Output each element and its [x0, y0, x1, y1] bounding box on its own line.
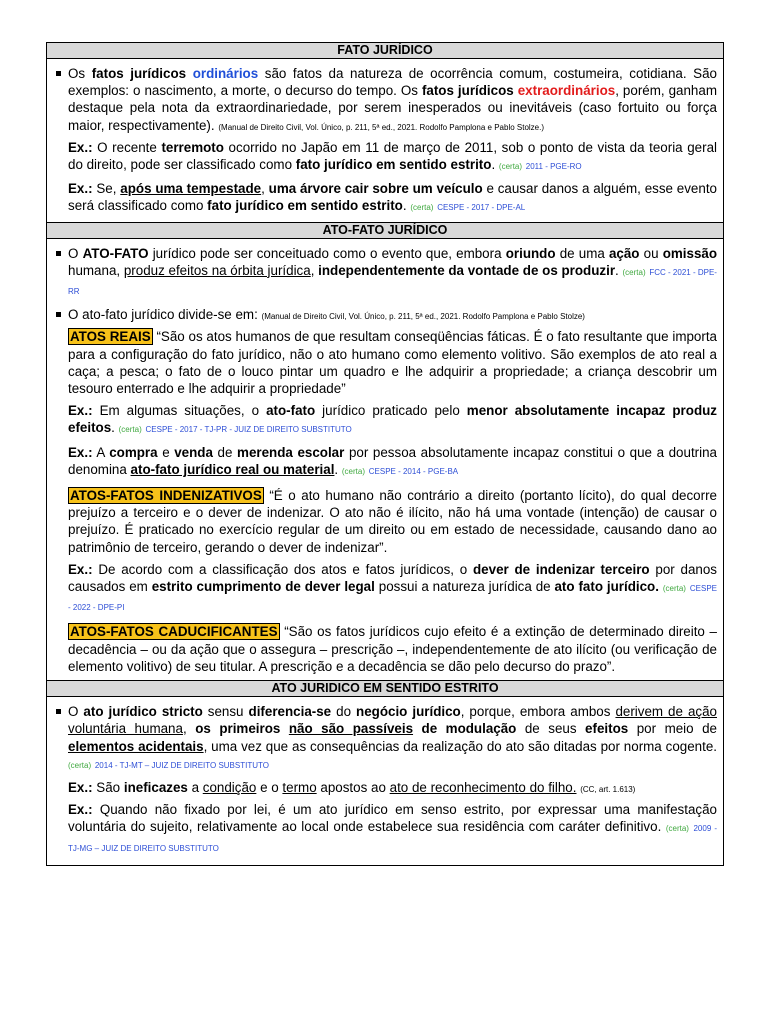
example-terremoto: Ex.: O recente terremoto ocorrido no Japão em 11 de março de 2011, sob o ponto de vista da teoria geral do direito, pode ser classificado como fato jurídico em sentido estrito. (certa) 2011 - PGE-RO [68, 139, 717, 173]
bullet-icon [56, 709, 61, 714]
example-residencia: Ex.: Quando não fixado por lei, é um ato jurídico em senso estrito, por expressar uma manifestação voluntária do sujeito, relativamente ao local onde estabelece sua residência com caráter definitivo. (certa) 2009 - TJ-MG – JUIZ DE DIREITO SUBSTITUTO [68, 802, 717, 853]
bullet-icon [56, 251, 61, 256]
example-tempestade: Ex.: Se, após uma tempestade, uma árvore cair sobre um veículo e causar danos a alguém, esse evento será classificado como fato jurídico em sentido estrito. (certa) CESPE - 2017 - DPE-AL [68, 181, 717, 214]
section-ato-fato [47, 239, 723, 681]
def-atos-indenizativos: ATOS-FATOS INDENIZATIVOS “É o ato humano não contrário a direito (portanto lícito), do qual decorre prejuízo a terceiro e o dever de indenizar. O ato não é ilícito, não há uma vontade (intenção) de causar o prejuízo. É praticado no exercício regular de um direito ou em estado de necessidade, causando dano ao patrimônio de terceiro, gerando o dever de indenizar”. [68, 488, 717, 555]
bullet-icon [56, 312, 61, 317]
section-fato-juridico [47, 59, 723, 223]
bullet-fatos-ordinarios: Os fatos jurídicos ordinários são fatos da natureza de ocorrência comum, costumeira, cotidiana. São exemplos: o nascimento, a morte, o decurso do tempo. Os fatos jurídicos extraordinários, porém, ganham destaque pela nota da extraordinariedade, por serem inesperados ou inevitáveis (caso fortuito ou força maior, respectivamente). (Manual de Direito Civil, Vol. Único, p. 211, 5ª ed., 2021. Rodolfo Pamplona e Pablo Stolze.) [53, 65, 717, 134]
bullet-ato-fato-conceito: O ATO-FATO jurídico pode ser conceituado como o evento que, embora oriundo de uma ação ou omissão humana, produz efeitos na órbita jurídica, independentemente da vontade de os produzir. (certa) FCC - 2021 - DPE-RR [53, 245, 717, 301]
answer-badge: (certa) [341, 466, 366, 476]
example-merenda: Ex.: A compra e venda de merenda escolar por pessoa absolutamente incapaz constitui o que a doutrina denomina ato-fato jurídico real ou material. (certa) CESPE - 2014 - PGE-BA [68, 444, 717, 477]
section-header-fato-juridico: FATO JURÍDICO [47, 43, 723, 59]
example-menor-incapaz: Ex.: Em algumas situações, o ato-fato jurídico praticado pelo menor absolutamente incapaz produz efeitos. (certa) CESPE - 2017 - TJ-PR - JUIZ DE DIREITO SUBSTITUTO [68, 403, 718, 436]
example-dever-indenizar: Ex.: De acordo com a classificação dos atos e fatos jurídicos, o dever de indenizar terceiro por danos causados em estrito cumprimento de dever legal possui a natureza jurídica de ato fato jurídico. (certa) CESPE - 2022 - DPE-PI [68, 561, 717, 613]
answer-badge: (certa) [68, 760, 92, 770]
source-citation: (Manual de Direito Civil, Vol. Único, p. 211, 5ª ed., 2021. Rodolfo Pamplona e Pablo Stolze.) [218, 122, 545, 132]
answer-badge: (certa) [498, 162, 523, 172]
def-atos-caducificantes: ATOS-FATOS CADUCIFICANTES “São os fatos jurídicos cujo efeito é a extinção de determinado direito – decadência – ou da ação que o assegura – prescrição –, independentemente de ato ilícito (ou verificação de elemento volitivo) de seu titular. A prescrição e a decadência se dão pelo decurso do prazo”. [68, 624, 717, 674]
exam-tag: CESPE - 2014 - PGE-BA [368, 466, 459, 476]
exam-tag: CESPE - 2022 - DPE-PI [68, 584, 717, 613]
exam-tag: CESPE - 2017 - TJ-PR - JUIZ DE DIREITO SUBSTITUTO [145, 425, 352, 435]
def-atos-reais: ATOS REAIS “São os atos humanos de que resultam conseqüências fáticas. É o fato resultante que importa para a configuração do fato jurídico, não o ato humano como elemento volitivo. São exemplos de ato real a caça; a pesca; o fato de o louco pintar um quadro e lhe adquirir a propriedade; a criança descobrir um tesouro enterrado e lhe adquirir a propriedade” [68, 329, 718, 397]
highlight-atos-indenizativos: ATOS-FATOS INDENIZATIVOS [70, 488, 262, 504]
section-ato-juridico-estrito [47, 697, 723, 865]
exam-tag: FCC - 2021 - DPE-RR [68, 267, 717, 297]
highlight-atos-reais: ATOS REAIS [70, 329, 151, 345]
answer-badge: (certa) [662, 584, 686, 594]
section-header-ato-juridico-estrito: ATO JURIDICO EM SENTIDO ESTRITO [47, 681, 723, 697]
bullet-icon [56, 71, 61, 76]
exam-tag: 2014 - TJ-MT – JUIZ DE DIREITO SUBSTITUTO [94, 760, 269, 770]
example-ineficazes: Ex.: São ineficazes a condição e o termo apostos ao ato de reconhecimento do filho. (CC, art. 1.613) [68, 779, 636, 795]
source-citation: (Manual de Direito Civil, Vol. Único, p. 211, 5ª ed., 2021. Rodolfo Pamplona e Pablo Stolze) [261, 312, 585, 322]
bullet-divisao: O ato-fato jurídico divide-se em: (Manual de Direito Civil, Vol. Único, p. 211, 5ª ed., 2021. Rodolfo Pamplona e Pablo Stolze) [53, 306, 717, 323]
exam-tag: 2009 - TJ-MG – JUIZ DE DIREITO SUBSTITUTO [68, 824, 717, 853]
exam-tag: CESPE - 2017 - DPE-AL [437, 203, 526, 213]
answer-badge: (certa) [622, 267, 646, 277]
study-sheet [46, 42, 724, 866]
bullet-stricto-sensu: O ato jurídico stricto sensu diferencia-se do negócio jurídico, porque, embora ambos derivem de ação voluntária humana, os primeiros não são passíveis de modulação de seus efeitos por meio de elementos acidentais, uma vez que as consequências da realização do ato são ditadas por norma cogente. (certa) 2014 - TJ-MT – JUIZ DE DIREITO SUBSTITUTO [53, 703, 717, 774]
section-header-ato-fato: ATO-FATO JURÍDICO [47, 223, 723, 239]
answer-badge: (certa) [118, 425, 142, 435]
answer-badge: (certa) [410, 203, 434, 213]
exam-tag: 2011 - PGE-RO [525, 162, 582, 172]
source-citation: (CC, art. 1.613) [580, 784, 636, 794]
answer-badge: (certa) [665, 824, 689, 834]
highlight-atos-caducificantes: ATOS-FATOS CADUCIFICANTES [70, 624, 278, 640]
